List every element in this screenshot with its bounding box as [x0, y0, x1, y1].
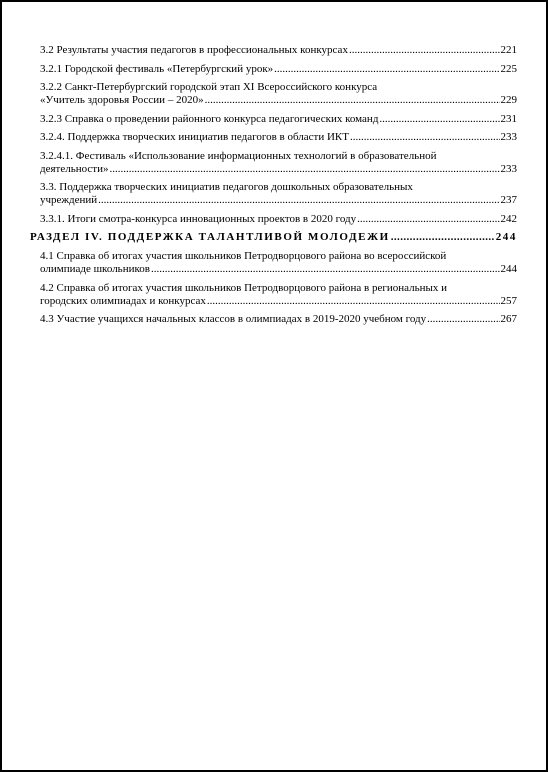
toc-entry-title-line1: 3.2.4.1. Фестиваль «Использование информационных технологий в образовательной [40, 149, 437, 162]
toc-page-number: 244 [500, 263, 517, 275]
toc-page-number: 231 [500, 112, 517, 125]
toc-entry-3-2-3[interactable] [40, 113, 517, 126]
toc-entry-4-2[interactable] [40, 282, 517, 308]
dot-leader [274, 63, 499, 76]
dot-leader [350, 131, 500, 144]
toc-entry-4-1[interactable] [40, 250, 517, 276]
dot-leader [349, 44, 500, 57]
dot-leader [98, 194, 499, 207]
toc-entry-4-3[interactable] [40, 313, 517, 326]
table-of-contents [30, 44, 517, 332]
toc-entry-title-line2: учреждений [40, 194, 98, 206]
toc-entry-title: 4.3 Участие учащихся начальных классов в олимпиадах в 2019-2020 учебном году [40, 313, 427, 325]
toc-page-number: 233 [500, 131, 517, 143]
toc-entry-3-2[interactable] [40, 44, 517, 57]
toc-entry-3-2-4-1[interactable] [40, 150, 517, 176]
toc-entry-3-2-4[interactable] [40, 131, 517, 144]
toc-entry-title: 3.2.3 Справка о проведении районного конкурса педагогических команд [40, 112, 379, 125]
toc-entry-title: 3.2.4. Поддержка творческих инициатив педагогов в области ИКТ [40, 131, 349, 143]
toc-entry-title-line1: 3.3. Поддержка творческих инициатив педагогов дошкольных образовательных [40, 181, 413, 193]
toc-entry-title-line1: 3.2.2 Санкт-Петербургский городской этап XI Всероссийского конкурса [40, 81, 378, 93]
toc-page-number: 221 [500, 44, 517, 56]
toc-page-number: 257 [500, 294, 517, 307]
toc-entry-3-2-2[interactable] [40, 81, 517, 107]
toc-page-number: 229 [500, 94, 517, 106]
toc-page-number: 242 [500, 212, 517, 225]
toc-entry-title-line2: городских олимпиадах и конкурсах [40, 294, 206, 307]
dot-leader [379, 113, 499, 126]
dot-leader [151, 263, 500, 276]
toc-entry-3-3[interactable] [40, 181, 517, 207]
dot-leader [109, 163, 499, 176]
toc-page-number: 244 [495, 231, 517, 243]
toc-page-number: 233 [500, 162, 517, 175]
dot-leader [391, 231, 495, 244]
toc-entry-title-line1: 4.2 Справка об итогах участия школьников Петродворцового района в региональных и [40, 281, 448, 294]
dot-leader [357, 213, 499, 226]
toc-page-number: 225 [500, 62, 517, 75]
toc-entry-title: 3.3.1. Итоги смотра-конкурса инновационных проектов в 2020 году [40, 212, 357, 225]
toc-entry-title-line2: деятельности» [40, 162, 109, 175]
dot-leader [205, 94, 500, 107]
section-heading-title: РАЗДЕЛ IV. ПОДДЕРЖКА ТАЛАНТЛИВОЙ МОЛОДЕЖИ [30, 231, 390, 243]
toc-entry-title-line2: олимпиаде школьников [40, 263, 150, 275]
dot-leader [207, 295, 500, 308]
toc-entry-3-3-1[interactable] [40, 213, 517, 226]
toc-entry-title: 3.2 Результаты участия педагогов в профессиональных конкурсах [40, 44, 348, 56]
toc-entry-title-line2: «Учитель здоровья России – 2020» [40, 94, 204, 106]
toc-page-number: 237 [500, 194, 517, 206]
toc-entry-title-line1: 4.1 Справка об итогах участия школьников Петродворцового района во всероссийской [40, 250, 447, 262]
dot-leader [427, 313, 499, 326]
toc-entry-title: 3.2.1 Городской фестиваль «Петербургский урок» [40, 62, 274, 75]
toc-page-number: 267 [500, 313, 517, 325]
toc-section-heading-iv[interactable] [30, 231, 517, 246]
toc-entry-3-2-1[interactable] [40, 63, 517, 76]
